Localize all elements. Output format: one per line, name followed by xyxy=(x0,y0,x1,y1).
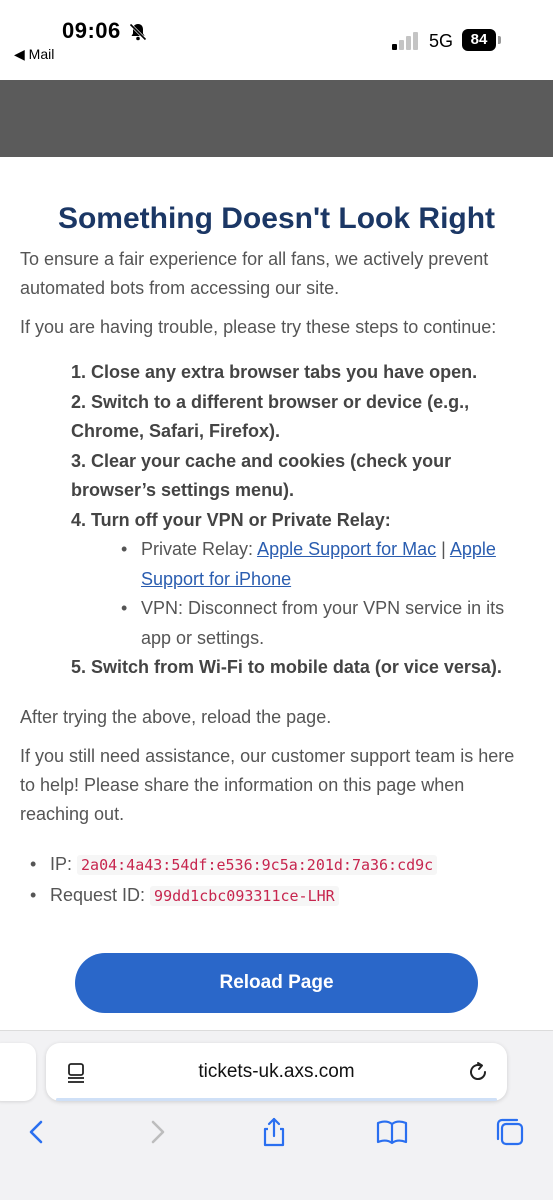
url-text: tickets-uk.axs.com xyxy=(198,1061,355,1082)
status-time: 09:06 xyxy=(62,18,121,43)
step-item-vpn xyxy=(71,506,531,654)
status-bar xyxy=(0,0,553,80)
battery-icon xyxy=(462,29,502,51)
battery-level: 84 xyxy=(462,29,496,51)
signal-icon xyxy=(392,32,420,50)
info-list xyxy=(50,849,533,911)
apple-support-mac-link[interactable]: Apple Support for Mac xyxy=(257,539,437,559)
browser-chrome xyxy=(0,1030,553,1200)
substep-private-relay xyxy=(121,535,531,594)
reload-page-button[interactable]: Reload Page xyxy=(75,953,478,1013)
network-type: 5G xyxy=(429,31,454,51)
share-icon[interactable] xyxy=(257,1115,291,1149)
back-icon[interactable] xyxy=(20,1115,54,1149)
support-text: If you still need assistance, our customer support team is here to help! Please share the information on this page when reaching out. xyxy=(20,745,515,824)
ip-value: 2a04:4a43:54df:e536:9c5a:201d:7a36:cd9c xyxy=(77,855,437,875)
step-item: 2. Switch to a different browser or device (e.g., Chrome, Safari, Firefox). xyxy=(71,391,470,441)
bell-slash-icon xyxy=(128,22,148,42)
bot-check-content xyxy=(20,157,533,911)
back-to-mail-link[interactable]: ◀ Mail xyxy=(14,46,55,62)
refresh-icon[interactable] xyxy=(466,1060,490,1084)
site-header-band xyxy=(0,80,553,157)
trouble-text: If you are having trouble, please try these steps to continue: xyxy=(20,317,497,337)
step-item: 3. Clear your cache and cookies (check your browser’s settings menu). xyxy=(71,450,452,500)
previous-tab-preview[interactable] xyxy=(0,1043,36,1101)
substep-vpn: • VPN: Disconnect from your VPN service in its app or settings. xyxy=(121,594,531,653)
tabs-icon[interactable] xyxy=(493,1115,527,1149)
forward-icon[interactable] xyxy=(140,1115,174,1149)
request-id-info xyxy=(30,880,533,911)
request-id-label: Request ID: xyxy=(50,884,151,905)
step-item-label: 4. Turn off your VPN or Private Relay: xyxy=(71,509,391,530)
bookmarks-icon[interactable] xyxy=(375,1115,409,1149)
page-load-progress xyxy=(56,1098,497,1101)
ip-label: IP: xyxy=(50,853,78,874)
page-title: Something Doesn't Look Right xyxy=(57,202,496,235)
step-item: 5. Switch from Wi-Fi to mobile data (or vice versa). xyxy=(71,657,502,677)
steps-list xyxy=(71,358,531,683)
vpn-substeps xyxy=(141,535,531,653)
request-id-value: 99dd1cbc093311ce-LHR xyxy=(150,886,339,906)
after-text: After trying the above, reload the page. xyxy=(20,706,332,727)
private-relay-label: Private Relay: xyxy=(141,539,258,559)
back-app-label: Mail xyxy=(28,46,55,62)
address-bar[interactable] xyxy=(46,1043,507,1101)
link-separator: | xyxy=(436,539,450,559)
ip-info xyxy=(30,849,533,880)
step-item: 1. Close any extra browser tabs you have open. xyxy=(71,362,478,382)
intro-text: To ensure a fair experience for all fans, we actively prevent automated bots from accessing our site. xyxy=(20,249,489,298)
apple-support-iphone-link[interactable]: Apple Support for iPhone xyxy=(141,539,496,589)
